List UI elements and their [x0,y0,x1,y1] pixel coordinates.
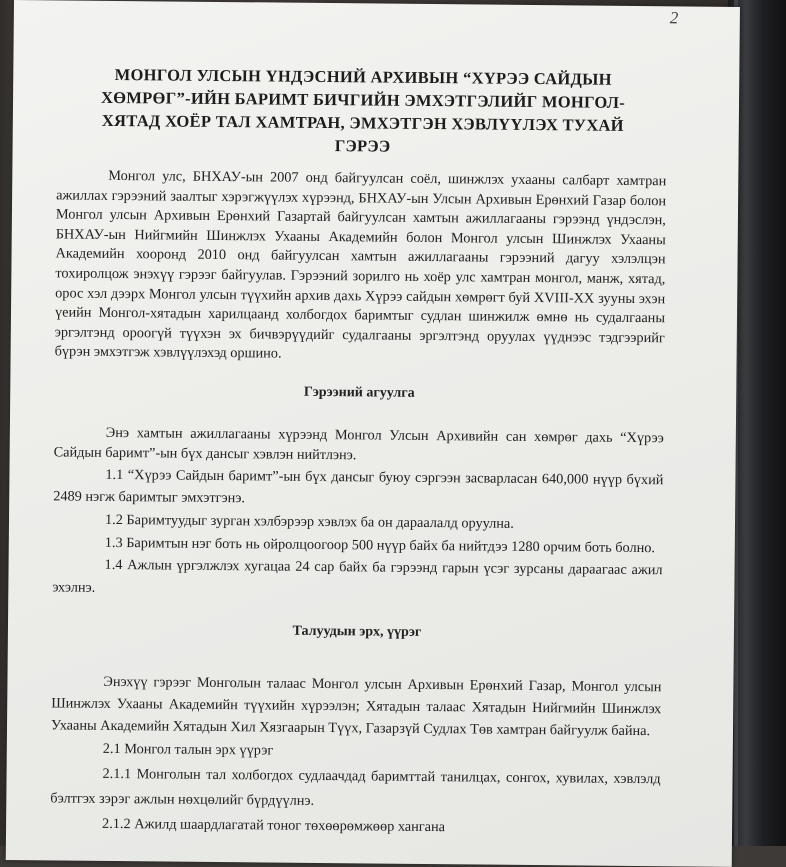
list-item: 2.1 Монгол талын эрх үүрэг [102,740,274,759]
list-item: 2.1.2 Ажилд шаардлагатай тоног төхөөрөмжөөр хангана [102,815,446,836]
section2-lead: Энэхүү гэрээг Монголын талаас Монгол улсын Архивын Ерөнхий Газар, Монгол улсын Шинжлэх Ухааны Академийн түүхийн хүрээлэн; Хятадын талаас Хятадын Нийгмийн Шинжлэх Ухааны Академийн Хятадын Хил Хязгаарын Түүх, Газарзүй Судлах Төв хамтран байгуулж байна. [50,674,662,739]
section2-list [50,736,661,842]
list-item: 1.1 “Хүрээ Сайдын баримт”-ын бүх дансыг буюу сэргээн засварласан 640,000 нүүр бүхий 2489 нэгж баримтыг эмхэтгэнэ. [53,466,664,507]
section1-lead: Энэ хамтын ажиллагааны хүрээнд Монгол Улсын Архивийн сан хөмрөг дахь “Хүрээ Сайдын баримт”-ын бүх дансыг хэвлэн нийтлэнэ. [53,424,664,464]
document-body [50,166,666,842]
list-item: 1.2 Баримтуудыг зурган хэлбэрээр хэвлэх ба он дараалалд оруулна. [104,511,514,532]
intro-section [55,166,667,368]
page-number: 2 [669,8,679,28]
document-page [6,0,740,867]
document-title: МОНГОЛ УЛСЫН ҮНДЭСНИЙ АРХИВЫН “ХҮРЭЭ САЙДЫН ХӨМРӨГ”-ИЙН БАРИМТ БИЧГИЙН ЭМХЭТГЭЛИЙГ МОНГОЛ-ХЯТАД ХОЁР ТАЛ ХАМТРАН, ЭМХЭТГЭН ХЭВЛҮҮЛЭХ ТУХАЙ ГЭРЭЭ [100,64,626,156]
list-item: 1.3 Баримтын нэг боть нь ойролцоогоор 500 нүүр байх ба нийтдээ 1280 орчим боть болно. [104,534,656,556]
section-heading-contents: Гэрээний агуулга [303,384,415,401]
section-heading-rights: Талуудын эрх, үүрэг [292,624,422,641]
list-item: 2.1.1 Монголын тал холбогдох судлаачдад баримттай танилцах, сонгох, хувилах, хэвлэлд бэлтгэх зэрэг ажлын нөхцөлийг бүрдүүлнэ. [50,765,661,810]
section1-list [52,463,663,604]
list-item: 1.4 Ажлын үргэлжлэх хугацаа 24 сар байх ба гэрээнд гарын үсэг зурсаны дараагаас ажил эхэлнэ. [52,557,663,596]
intro-paragraph: Монгол улс, БНХАУ-ын 2007 онд байгуулсан соёл, шинжлэх ухааны салбарт хамтран ажиллах гэрээний заалтыг хэрэгжүүлэх хүрээнд, БНХАУ-ын Улсын Архивын Ерөнхий Газар болон Монгол улсын Архивын Ерөнхий Газартай байгуулсан хамтын ажиллагааны гэрээнд үндэслэн, БНХАУ-ын Нийгмийн Шинжлэх Ухааны Академийн болон Монгол улсын Шинжлэх Ухааны Академийн хооронд 2010 онд байгуулсан хамтын ажиллагааны гэрээний дагуу хэлэлцэн тохиролцож энэхүү гэрээг байгуулав. Гэрээний зорилго нь хоёр улс хамтран монгол, манж, хятад, орос хэл дээрх Монгол улсын түүхийн архив дахь Хүрээ сайдын хөмрөгт буй XVIII-XX зууны эхэн үеийн Монгол-хятадын харилцаанд холбогдох баримтыг судлан шинжилж өмнө нь судалгааны эргэлтэнд ороогүй түүхэн эх бичвэрүүдийг судалгааны эргэлтэнд оруулах үүднээс тэдгээрийг бүрэн эмхэтгэж хэвлүүлэхэд оршино. [54,167,667,362]
